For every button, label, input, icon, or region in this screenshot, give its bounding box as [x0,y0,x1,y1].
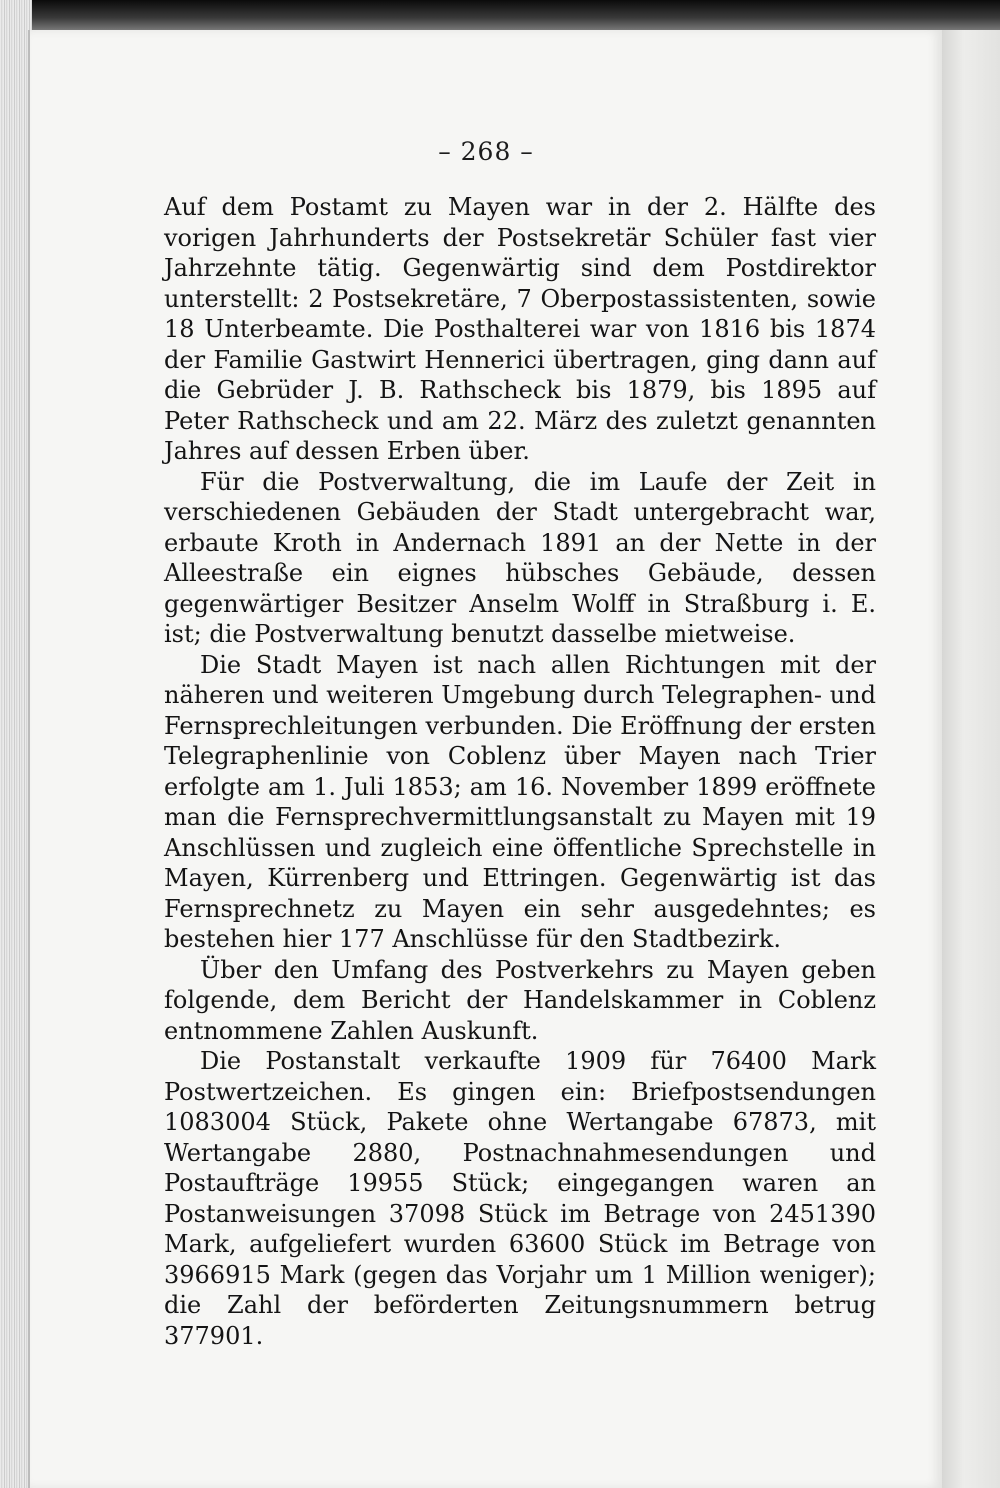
paragraph-telegraph-telephone: Die Stadt Mayen ist nach allen Richtungen mit der näheren und weiteren Umgebung durch Telegraphen- und Fernsprechleitungen verbunden. Die Eröffnung der ersten Telegraphenlinie von Coblenz über Mayen nach Trier erfolgte am 1. Juli 1853; am 16. November 1899 eröffnete man die Fernsprechvermittlungsanstalt zu Mayen mit 19 Anschlüssen und zugleich eine öffentliche Sprechstelle in Mayen, Kürrenberg und Ettringen. Gegenwärtig ist das Fernsprechnetz zu Mayen ein sehr ausgedehntes; es bestehen hier 177 Anschlüsse für den Stadtbezirk. [164,650,876,953]
paragraph-post-building: Für die Postverwaltung, die im Laufe der Zeit in verschiedenen Gebäuden der Stadt untergebracht war, erbaute Kroth in Andernach 1891 an der Nette in der Alleestraße ein eignes hübsches Gebäude, dessen gegenwärtiger Besitzer Anselm Wolff in Straßburg i. E. ist; die Postverwaltung benutzt dasselbe mietweise. [164,467,876,648]
page-body [164,192,876,1351]
paragraph-postal-statistics: Die Postanstalt verkaufte 1909 für 76400 Mark Postwertzeichen. Es gingen ein: Briefpostsendungen 1083004 Stück, Pakete ohne Wertangabe 67873, mit Wertangabe 2880, Postnachnahmesendungen und Postaufträge 19955 Stück; eingegangen waren an Postanweisungen 37098 Stück im Betrage von 2451390 Mark, aufgeliefert wurden 63600 Stück im Betrage von 3966915 Mark (gegen das Vorjahr um 1 Million weniger); die Zahl der beförderten Zeitungsnummern betrug 377901. [164,1047,876,1350]
page-number: – 268 – [438,137,534,166]
facing-page-edge [940,30,1000,1488]
paragraph-post-office-staff: Auf dem Postamt zu Mayen war in der 2. Hälfte des vorigen Jahrhunderts der Postsekretär Schüler fast vier Jahrzehnte tätig. Gegenwärtig sind dem Postdirektor unterstellt: 2 Postsekretäre, 7 Oberpostassistenten, sowie 18 Unterbeamte. Die Posthalterei war von 1816 bis 1874 der Familie Gastwirt Hennerici übertragen, ging dann auf die Gebrüder J. B. Rathscheck bis 1879, bis 1895 auf Peter Rathscheck und am 22. März des zuletzt genannten Jahres auf dessen Erben über. [164,193,876,465]
book-edge-top [0,0,1000,30]
book-page [28,30,942,1488]
paragraph-traffic-intro: Über den Umfang des Postverkehrs zu Mayen geben folgende, dem Bericht der Handelskammer in Coblenz entnommene Zahlen Auskunft. [164,955,876,1045]
